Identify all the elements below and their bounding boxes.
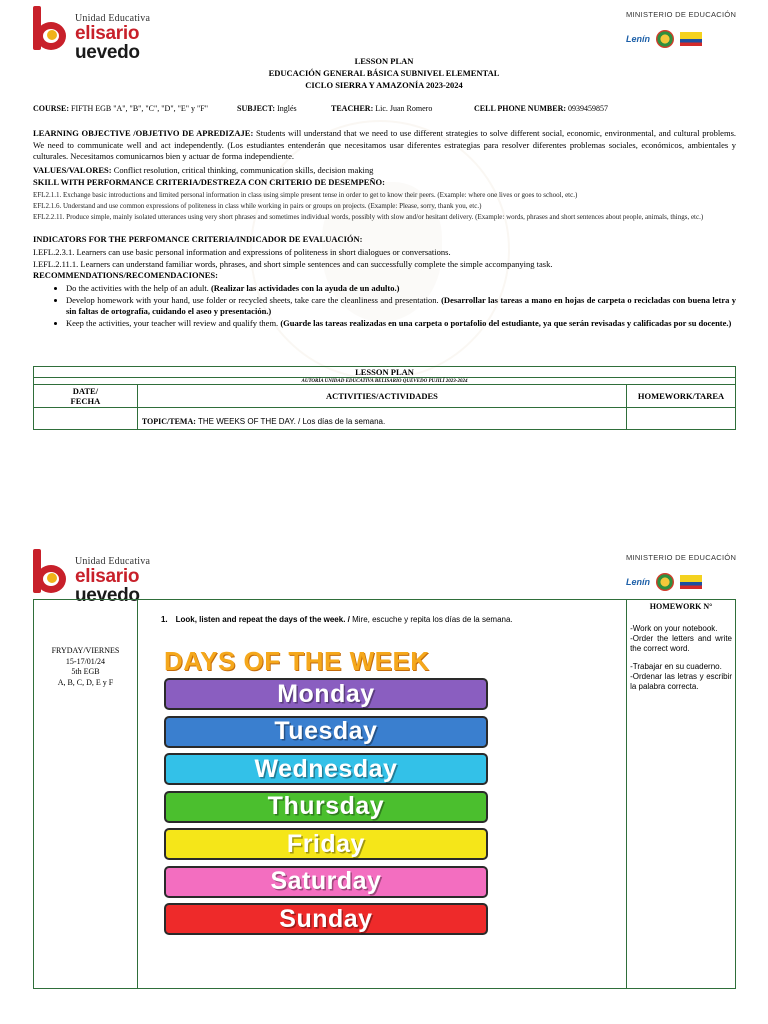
- school-logo: [33, 549, 150, 605]
- emblem-icon: [656, 30, 674, 48]
- homework-item: -Work on your notebook.: [630, 624, 718, 633]
- recommendation-item: • Do the activities with the help of an adult. (Realizar las actividades con la ayuda de un adulto.): [66, 283, 736, 295]
- day-bar-saturday: Saturday: [164, 866, 488, 898]
- day-bar-monday: Monday: [164, 678, 488, 710]
- homework-item: -Ordenar las letras y escribir la palabra correcta.: [630, 672, 732, 691]
- lenin-logo: Lenín: [626, 577, 650, 587]
- ministerio-label: MINISTERIO DE EDUCACIÓN: [626, 10, 737, 19]
- logo-small-text: Unidad Educativa: [75, 13, 151, 24]
- logo-line1: elisario: [75, 23, 140, 44]
- teacher-field: TEACHER: Lic. Juan Romero: [331, 104, 433, 113]
- day-bar-sunday: Sunday: [164, 903, 488, 935]
- homework-item: -Order the letters and write the correct word.: [630, 634, 732, 653]
- objective-section: LEARNING OBJECTIVE /OBJETIVO DE APREDIZAJE: Students will understand that we need to use different strategies to solve different social, economic, environmental, and cultural problems. We need to communicate well and act independently. (Los estudiantes entenderán que necesitamos usar diferentes estrategias para resolver diferentes problemas sociales, económicos, ambientales y culturales. Necesitamos comunicarnos bien y actuar de forma independiente.: [33, 128, 736, 161]
- activity-cell: [137, 600, 626, 989]
- days-of-week-title: DAYS OF THE WEEK: [163, 646, 430, 676]
- recommendation-item: • Keep the activities, your teacher will review and qualify them. (Guarde las tareas realizadas en una carpeta o portafolio del estudiante, ya que serán revisadas y calificadas por su docente.): [66, 318, 736, 330]
- subject-field: SUBJECT: Inglés: [237, 104, 297, 113]
- skill-item: EFL2.1.6. Understand and use common expressions of politeness in class while working in pairs or groups on projects. (Example: Please, sorry, thank you, etc.): [33, 202, 482, 210]
- skill-section-title: SKILL WITH PERFORMANCE CRITERIA/DESTREZA CON CRITERIO DE DESEMPEÑO:: [33, 177, 385, 187]
- day-bar-thursday: Thursday: [164, 791, 488, 823]
- skill-item: EFL2.1.1. Exchange basic introductions and limited personal information in class using simple present tense in order to get to know their peers. (Example: where one lives or goes to school, etc.): [33, 191, 578, 199]
- skill-item: EFL2.2.11. Produce simple, mainly isolated utterances using very short phrases and sometimes individual words, possibly with slow and/or hesitant delivery. (Example: words, phrases and short sentences about people, animals, things, etc.): [33, 213, 704, 221]
- phone-field: CELL PHONE NUMBER: 0939459857: [474, 104, 609, 113]
- logo-line1: elisario: [75, 566, 140, 587]
- values-section: VALUES/VALORES: Conflict resolution, critical thinking, communication skills, decision making: [33, 165, 374, 175]
- indicators-title: INDICATORS FOR THE PERFOMANCE CRITERIA/INDICADOR DE EVALUACIÓN:: [33, 234, 363, 244]
- recommendation-item: • Develop homework with your hand, use folder or recycled sheets, take care the cleanliness and presentation. (Desarrollar las tareas a mano en hojas de carpeta o recicladas con buena letra y sin faltas de ortografía, cuidando el aseo y presentación.): [66, 295, 736, 318]
- indicator-item: I.EFL.2.3.1. Learners can use basic personal information and expressions of politeness in short dialogues or conversations.: [33, 247, 451, 257]
- homework-title: HOMEWORK N°: [649, 602, 713, 611]
- day-bar-friday: Friday: [164, 828, 488, 860]
- date-groups: A, B, C, D, E y F: [57, 677, 114, 687]
- column-header-date: DATE/ FECHA: [34, 385, 138, 408]
- table-cell: [34, 408, 138, 430]
- table-subtitle: AUTORÍA UNIDAD EDUCATIVA BELISARIO QUEVEDO PUJILÍ 2023-2024: [34, 378, 736, 385]
- column-header-activities: ACTIVITIES/ACTIVIDADES: [137, 385, 626, 408]
- emblem-icon: [656, 573, 674, 591]
- school-logo-icon: [33, 549, 73, 595]
- course-field: COURSE: FIFTH EGB "A", "B", "C", "D", "E" y "F": [33, 104, 208, 113]
- homework-cell: [627, 600, 736, 989]
- government-logos: [626, 30, 702, 48]
- doc-title: LESSON PLAN: [354, 56, 414, 66]
- lesson-plan-table: [33, 366, 736, 430]
- doc-subtitle-1: EDUCACIÓN GENERAL BÁSICA SUBNIVEL ELEMENTAL: [268, 68, 500, 78]
- recommendations-title: RECOMMENDATIONS/RECOMENDACIONES:: [33, 270, 218, 280]
- doc-subtitle-2: CICLO SIERRA Y AMAZONÍA 2023-2024: [305, 80, 463, 90]
- flag-icon: [680, 575, 702, 589]
- table-cell: [627, 408, 736, 430]
- logo-small-text: Unidad Educativa: [75, 556, 151, 567]
- recommendations-list: [33, 283, 736, 329]
- logo-line2: uevedo: [75, 585, 140, 606]
- indicator-item: I.EFL.2.11.1. Learners can understand familiar words, phrases, and short simple sentences and can successfully complete the simple accompanying task.: [33, 259, 553, 269]
- date-day: FRYDAY/VIERNES: [51, 646, 120, 655]
- column-header-homework: HOMEWORK/TAREA: [627, 385, 736, 408]
- date-range: 15-17/01/24: [65, 656, 106, 666]
- day-bar-wednesday: Wednesday: [164, 753, 488, 785]
- instruction: 1. Look, listen and repeat the days of the week. / Mire, escuche y repita los días de la semana.: [160, 615, 513, 624]
- topic-cell: TOPIC/TEMA: THE WEEKS OF THE DAY. / Los días de la semana.: [137, 408, 626, 430]
- ministerio-label: MINISTERIO DE EDUCACIÓN: [626, 553, 737, 562]
- school-logo: [33, 6, 150, 62]
- date-course: 5th EGB: [71, 667, 100, 676]
- school-logo-icon: [33, 6, 73, 52]
- logo-line2: uevedo: [75, 42, 140, 63]
- activity-table: [33, 599, 736, 989]
- table-title: LESSON PLAN: [34, 367, 736, 378]
- date-cell: [34, 600, 138, 989]
- flag-icon: [680, 32, 702, 46]
- government-logos: [626, 573, 702, 591]
- homework-item: -Trabajar en su cuaderno.: [630, 662, 722, 671]
- day-bar-tuesday: Tuesday: [164, 716, 488, 748]
- lenin-logo: Lenín: [626, 34, 650, 44]
